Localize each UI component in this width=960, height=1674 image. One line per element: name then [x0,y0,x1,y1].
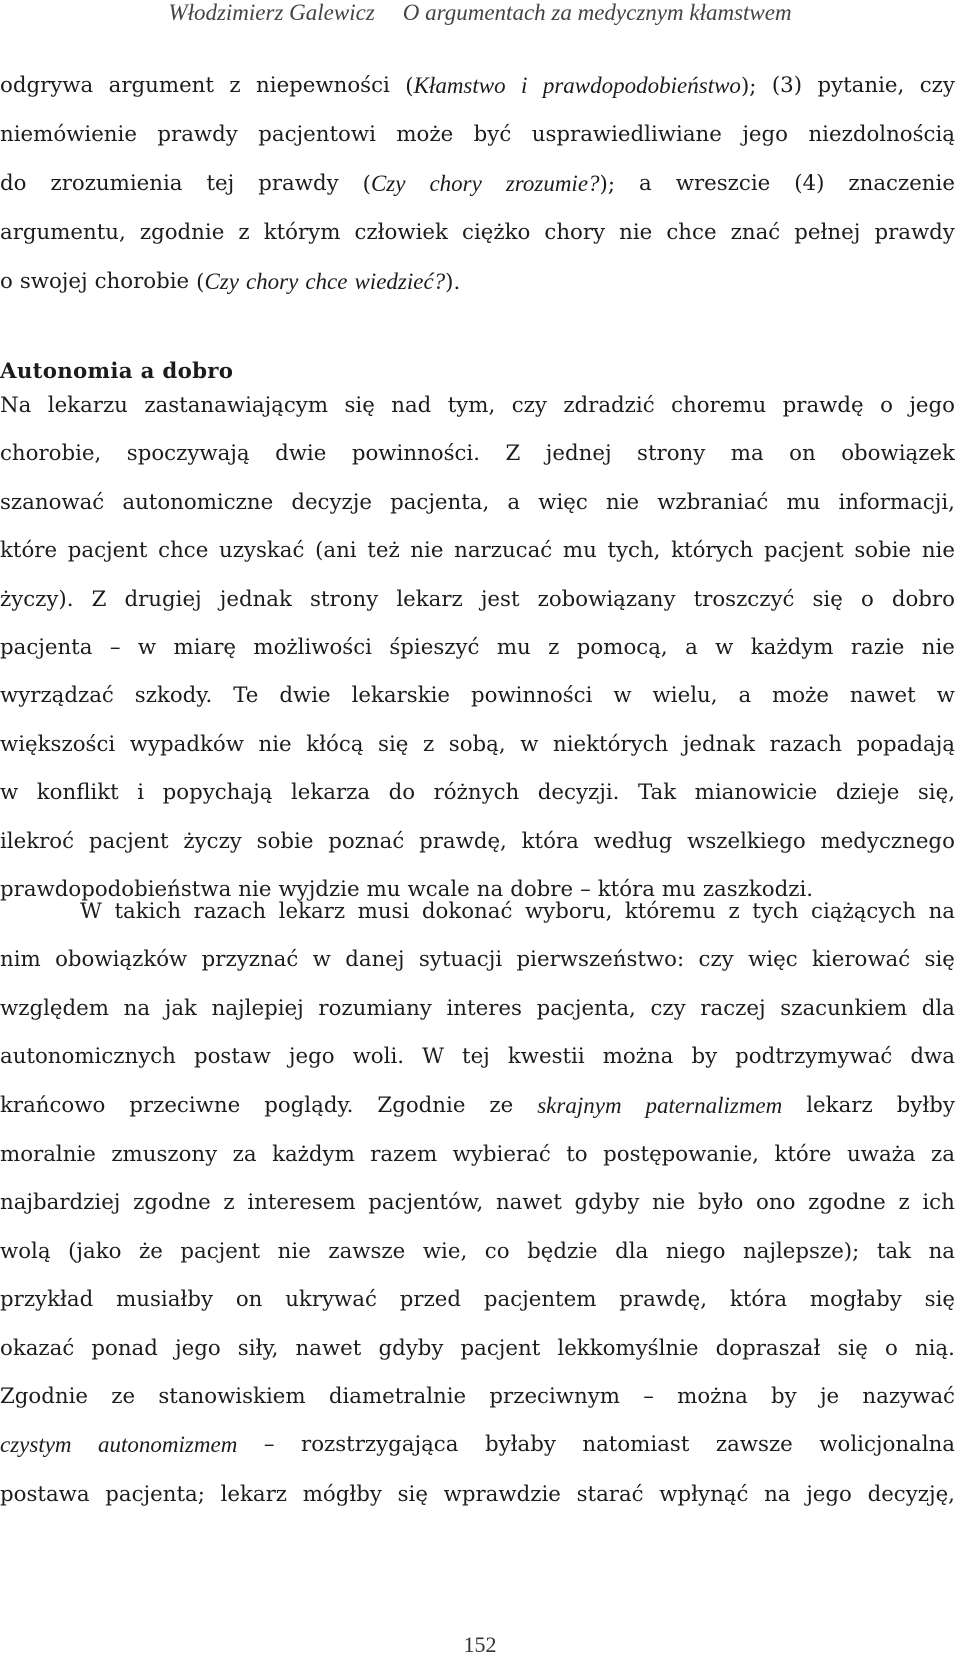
text-line: które pacjent chce uzyskać (ani też nie narzucać mu tych, których pacjent sobie nie [0,538,955,564]
text-line: nim obowiązków przyznać w danej sytuacji pierwszeństwo: czy więc kierować się [0,947,955,973]
intro-paragraph [0,62,955,307]
text-line: argumentu, zgodnie z którym człowiek ciężko chory nie chce znać pełnej prawdy [0,220,955,246]
paragraph-autonomy [0,382,955,914]
text-line: niemówienie prawdy pacjentowi może być usprawiedliwiane jego niezdolnością [0,122,955,148]
text-line: przykład musiałby on ukrywać przed pacjentem prawdę, która mogłaby się [0,1287,955,1313]
text-line: okazać ponad jego siły, nawet gdyby pacjent lekkomyślnie dopraszał się o nią. [0,1335,955,1361]
running-header [0,0,960,26]
text-line: postawa pacjenta; lekarz mógłby się wprawdzie starać wpłynąć na jego decyzję, [0,1481,955,1507]
text-line: W takich razach lekarz musi dokonać wyboru, któremu z tych ciążących na [80,899,955,924]
text-line: autonomicznych postaw jego woli. W tej kwestii można by podtrzymywać dwa [0,1044,955,1070]
text-line: do zrozumienia tej prawdy (Czy chory zrozumie?); a wreszcie (4) znaczenie [0,170,955,197]
text-line: czystym autonomizmem – rozstrzygająca byłaby natomiast zawsze wolicjonalna [0,1432,955,1458]
text-line: szanować autonomiczne decyzje pacjenta, a więc nie wzbraniać mu informacji, [0,489,955,515]
header-author: Włodzimierz Galewicz [168,0,375,25]
paragraph-choice [0,888,955,1519]
page-number: 152 [463,1632,497,1657]
text-line: w konflikt i popychają lekarza do różnych decyzji. Tak mianowicie dzieje się, [0,780,955,806]
text-line: wolą (jako że pacjent nie zawsze wie, co będzie dla niego najlepsze); tak na [0,1238,955,1264]
section-heading: Autonomia a dobro [0,359,234,384]
text-line: odgrywa argument z niepewności (Kłamstwo i prawdopodobieństwo); (3) pytanie, czy [0,73,955,99]
header-title: O argumentach za medycznym kłamstwem [402,0,792,25]
text-line: moralnie zmuszony za każdym razem wybierać to postępowanie, które uważa za [0,1142,955,1168]
text-line: Na lekarzu zastanawiającym się nad tym, czy zdradzić choremu prawdę o jego [0,393,955,418]
text-line: pacjenta – w miarę możliwości śpieszyć mu z pomocą, a w każdym razie nie [0,635,955,661]
text-line: krańcowo przeciwne poglądy. Zgodnie ze skrajnym paternalizmem lekarz byłby [0,1092,955,1118]
text-line: prawdopodobieństwa nie wyjdzie mu wcale na dobre – która mu zaszkodzi. [0,877,814,903]
text-line: o swojej chorobie (Czy chory chce wiedzieć?). [0,268,461,295]
text-line: chorobie, spoczywają dwie powinności. Z jednej strony ma on obowiązek [0,441,955,467]
text-line: wyrządzać szkody. Te dwie lekarskie powinności w wielu, a może nawet w [0,683,955,709]
text-line: ilekroć pacjent życzy sobie poznać prawdę, która według wszelkiego medycznego [0,828,955,854]
text-line: większości wypadków nie kłócą się z sobą, w niektórych jednak razach popadają [0,731,955,757]
text-line: Zgodnie ze stanowiskiem diametralnie przeciwnym – można by je nazywać [0,1384,955,1410]
text-line: względem na jak najlepiej rozumiany interes pacjenta, czy raczej szacunkiem dla [0,995,955,1021]
text-line: najbardziej zgodne z interesem pacjentów, nawet gdyby nie było ono zgodne z ich [0,1190,955,1216]
text-line: życzy). Z drugiej jednak strony lekarz jest zobowiązany troszczyć się o dobro [0,586,955,612]
